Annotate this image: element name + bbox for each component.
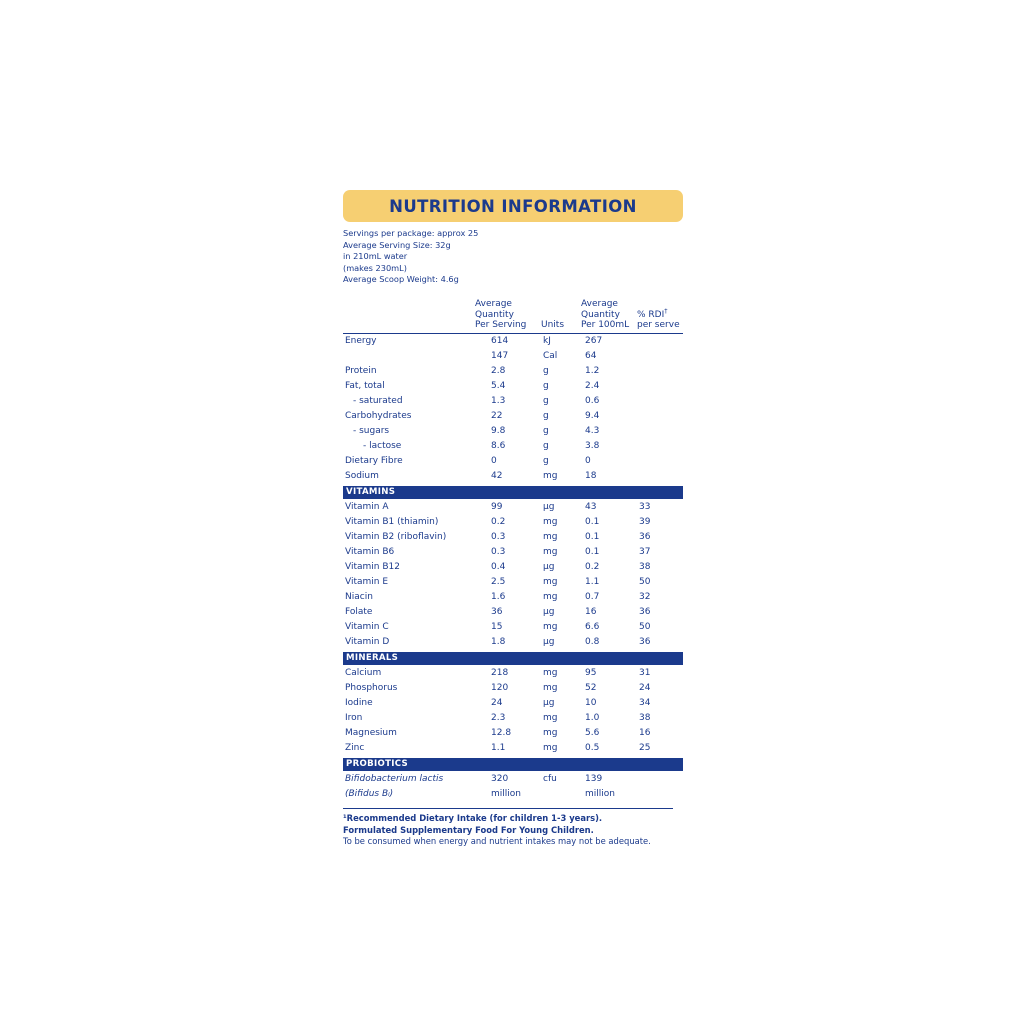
row-units: mg xyxy=(543,471,558,482)
section-bar-vitamins: VITAMINS xyxy=(343,486,683,499)
row-per-serving: 120 xyxy=(491,683,509,694)
row-rdi: 25 xyxy=(639,743,651,754)
row-units: mg xyxy=(543,743,558,754)
row-units: mg xyxy=(543,622,558,633)
column-header-rdi xyxy=(637,306,680,331)
column-header-per-serving xyxy=(475,299,526,331)
row-rdi: 34 xyxy=(639,698,651,709)
row-units: mg xyxy=(543,547,558,558)
serving-meta xyxy=(343,228,683,286)
row-nutrient-name: Iron xyxy=(345,713,363,724)
row-units: g xyxy=(543,381,549,392)
row-per-serving: 5.4 xyxy=(491,381,506,392)
row-per-serving: million xyxy=(491,789,521,800)
row-per-serving: 1.3 xyxy=(491,396,506,407)
row-nutrient-name: Folate xyxy=(345,607,373,618)
table-row xyxy=(343,469,683,484)
row-units: mg xyxy=(543,592,558,603)
row-per-serving: 42 xyxy=(491,471,503,482)
table-row xyxy=(343,605,683,620)
column-header-per-100ml xyxy=(581,299,629,331)
row-rdi: 38 xyxy=(639,713,651,724)
row-per-serving: 147 xyxy=(491,351,509,362)
row-nutrient-name: Vitamin B12 xyxy=(345,562,400,573)
row-rdi: 31 xyxy=(639,668,651,679)
row-per-serving: 22 xyxy=(491,411,503,422)
row-per-100ml: 0.7 xyxy=(585,592,600,603)
row-nutrient-name: Energy xyxy=(345,336,377,347)
row-units: g xyxy=(543,441,549,452)
table-row xyxy=(343,787,683,802)
table-row xyxy=(343,590,683,605)
row-units: g xyxy=(543,396,549,407)
table-row xyxy=(343,394,683,409)
row-nutrient-name: (Bifidus Bₗ) xyxy=(345,789,394,800)
row-nutrient-name: Dietary Fibre xyxy=(345,456,403,467)
row-nutrient-name: Vitamin C xyxy=(345,622,389,633)
table-row xyxy=(343,681,683,696)
row-per-100ml: million xyxy=(585,789,615,800)
row-per-serving: 9.8 xyxy=(491,426,506,437)
row-rdi: 50 xyxy=(639,577,651,588)
row-units: mg xyxy=(543,577,558,588)
row-rdi: 32 xyxy=(639,592,651,603)
row-per-100ml: 52 xyxy=(585,683,597,694)
row-per-100ml: 95 xyxy=(585,668,597,679)
row-per-100ml: 0.6 xyxy=(585,396,600,407)
table-row xyxy=(343,772,683,787)
row-units: mg xyxy=(543,532,558,543)
row-per-serving: 1.6 xyxy=(491,592,506,603)
footer-notes xyxy=(343,813,683,847)
row-per-100ml: 139 xyxy=(585,774,603,785)
col-serving-line2: Quantity xyxy=(475,309,514,320)
row-nutrient-name: Sodium xyxy=(345,471,379,482)
row-rdi: 36 xyxy=(639,637,651,648)
col-rdi-line1: % RDI† xyxy=(637,306,668,320)
row-per-serving: 0.2 xyxy=(491,517,506,528)
row-per-serving: 8.6 xyxy=(491,441,506,452)
table-row xyxy=(343,635,683,650)
row-per-100ml: 18 xyxy=(585,471,597,482)
col-rdi-line2: per serve xyxy=(637,320,680,331)
nutrient-rows-minerals xyxy=(343,666,683,756)
row-nutrient-name: - lactose xyxy=(363,441,402,452)
row-units: cfu xyxy=(543,774,557,785)
row-rdi: 24 xyxy=(639,683,651,694)
row-units: mg xyxy=(543,683,558,694)
table-row xyxy=(343,500,683,515)
row-nutrient-name: Phosphorus xyxy=(345,683,398,694)
row-nutrient-name: Niacin xyxy=(345,592,373,603)
column-header-units: Units xyxy=(541,320,565,331)
row-nutrient-name: Vitamin B2 (riboflavin) xyxy=(345,532,447,543)
nutrient-rows-main xyxy=(343,334,683,484)
row-per-100ml: 9.4 xyxy=(585,411,600,422)
row-per-serving: 2.3 xyxy=(491,713,506,724)
row-rdi: 36 xyxy=(639,532,651,543)
row-nutrient-name: - saturated xyxy=(353,396,403,407)
row-per-100ml: 0.2 xyxy=(585,562,600,573)
row-nutrient-name: Zinc xyxy=(345,743,365,754)
row-per-serving: 614 xyxy=(491,336,509,347)
row-per-100ml: 0.8 xyxy=(585,637,600,648)
row-rdi: 37 xyxy=(639,547,651,558)
row-per-100ml: 3.8 xyxy=(585,441,600,452)
row-units: Cal xyxy=(543,351,558,362)
row-per-100ml: 4.3 xyxy=(585,426,600,437)
section-bar-minerals: MINERALS xyxy=(343,652,683,665)
row-nutrient-name: Magnesium xyxy=(345,728,397,739)
table-row xyxy=(343,334,683,349)
row-per-100ml: 0.1 xyxy=(585,517,600,528)
row-rdi: 33 xyxy=(639,502,651,513)
section-bar-probiotics: PROBIOTICS xyxy=(343,758,683,771)
column-headers xyxy=(343,287,683,333)
row-per-100ml: 1.2 xyxy=(585,366,600,377)
row-nutrient-name: - sugars xyxy=(353,426,390,437)
row-nutrient-name: Vitamin B6 xyxy=(345,547,395,558)
footer-line-1: ¹Recommended Dietary Intake (for children 1-3 years). xyxy=(343,813,603,824)
row-units: µg xyxy=(543,502,555,513)
row-units: g xyxy=(543,456,549,467)
water-line-1: in 210mL water xyxy=(343,251,408,262)
row-per-serving: 218 xyxy=(491,668,509,679)
row-rdi: 39 xyxy=(639,517,651,528)
row-units: µg xyxy=(543,698,555,709)
row-rdi: 38 xyxy=(639,562,651,573)
row-units: µg xyxy=(543,637,555,648)
table-row xyxy=(343,424,683,439)
table-row xyxy=(343,696,683,711)
average-serving-size: Average Serving Size: 32g xyxy=(343,239,451,250)
row-nutrient-name: Protein xyxy=(345,366,377,377)
row-per-serving: 0.3 xyxy=(491,547,506,558)
row-units: g xyxy=(543,426,549,437)
row-rdi: 36 xyxy=(639,607,651,618)
table-row xyxy=(343,364,683,379)
servings-per-package: Servings per package: approx 25 xyxy=(343,228,479,238)
row-units: mg xyxy=(543,713,558,724)
footer-divider xyxy=(343,808,673,809)
nutrition-information-panel xyxy=(343,190,683,848)
row-per-serving: 36 xyxy=(491,607,503,618)
col-100ml-line2: Quantity xyxy=(581,309,620,320)
row-per-serving: 320 xyxy=(491,774,509,785)
row-per-serving: 1.8 xyxy=(491,637,506,648)
table-row xyxy=(343,454,683,469)
col-serving-line1: Average xyxy=(475,299,512,310)
row-per-serving: 1.1 xyxy=(491,743,506,754)
row-rdi: 16 xyxy=(639,728,651,739)
row-per-100ml: 10 xyxy=(585,698,597,709)
row-per-100ml: 6.6 xyxy=(585,622,600,633)
row-units: mg xyxy=(543,728,558,739)
table-row xyxy=(343,575,683,590)
row-per-100ml: 5.6 xyxy=(585,728,600,739)
row-nutrient-name: Fat, total xyxy=(345,381,385,392)
row-per-serving: 2.8 xyxy=(491,366,506,377)
row-per-100ml: 1.0 xyxy=(585,713,600,724)
table-row xyxy=(343,409,683,424)
row-units: µg xyxy=(543,607,555,618)
row-per-serving: 99 xyxy=(491,502,503,513)
average-scoop-weight: Average Scoop Weight: 4.6g xyxy=(343,274,459,285)
table-row xyxy=(343,711,683,726)
row-nutrient-name: Iodine xyxy=(345,698,373,709)
row-per-serving: 0.3 xyxy=(491,532,506,543)
row-units: mg xyxy=(543,517,558,528)
table-row xyxy=(343,379,683,394)
row-per-serving: 24 xyxy=(491,698,503,709)
row-per-serving: 12.8 xyxy=(491,728,512,739)
row-per-serving: 0.4 xyxy=(491,562,506,573)
row-nutrient-name: Vitamin A xyxy=(345,502,389,513)
table-row xyxy=(343,349,683,364)
row-per-100ml: 0.1 xyxy=(585,532,600,543)
panel-title-bar xyxy=(343,190,683,222)
row-rdi: 50 xyxy=(639,622,651,633)
table-row xyxy=(343,530,683,545)
row-per-100ml: 16 xyxy=(585,607,597,618)
row-nutrient-name: Vitamin E xyxy=(345,577,389,588)
row-per-100ml: 0.5 xyxy=(585,743,600,754)
nutrient-rows-probiotics xyxy=(343,772,683,802)
row-nutrient-name: Calcium xyxy=(345,668,382,679)
water-line-2: (makes 230mL) xyxy=(343,262,407,273)
row-units: kJ xyxy=(543,336,551,347)
col-serving-line3: Per Serving xyxy=(475,320,527,331)
row-nutrient-name: Vitamin B1 (thiamin) xyxy=(345,517,439,528)
row-nutrient-name: Bifidobacterium lactis xyxy=(345,774,444,785)
table-row xyxy=(343,515,683,530)
table-row xyxy=(343,439,683,454)
footer-line-2: Formulated Supplementary Food For Young Children. xyxy=(343,824,594,835)
row-per-100ml: 64 xyxy=(585,351,597,362)
row-nutrient-name: Carbohydrates xyxy=(345,411,412,422)
table-row xyxy=(343,620,683,635)
table-row xyxy=(343,666,683,681)
row-per-100ml: 0 xyxy=(585,456,591,467)
row-units: mg xyxy=(543,668,558,679)
row-per-100ml: 267 xyxy=(585,336,603,347)
row-nutrient-name: Vitamin D xyxy=(345,637,390,648)
row-units: g xyxy=(543,366,549,377)
table-row xyxy=(343,741,683,756)
panel-title: NUTRITION INFORMATION xyxy=(389,196,637,216)
table-row xyxy=(343,560,683,575)
col-100ml-line1: Average xyxy=(581,299,618,310)
row-units: µg xyxy=(543,562,555,573)
col-100ml-line3: Per 100mL xyxy=(581,320,630,331)
table-row xyxy=(343,726,683,741)
footer-line-3: To be consumed when energy and nutrient intakes may not be adequate. xyxy=(343,836,651,847)
row-per-100ml: 0.1 xyxy=(585,547,600,558)
row-per-100ml: 43 xyxy=(585,502,597,513)
table-row xyxy=(343,545,683,560)
row-per-100ml: 1.1 xyxy=(585,577,600,588)
row-per-serving: 2.5 xyxy=(491,577,506,588)
row-per-serving: 15 xyxy=(491,622,503,633)
row-per-serving: 0 xyxy=(491,456,497,467)
nutrient-rows-vitamins xyxy=(343,500,683,650)
row-per-100ml: 2.4 xyxy=(585,381,600,392)
row-units: g xyxy=(543,411,549,422)
